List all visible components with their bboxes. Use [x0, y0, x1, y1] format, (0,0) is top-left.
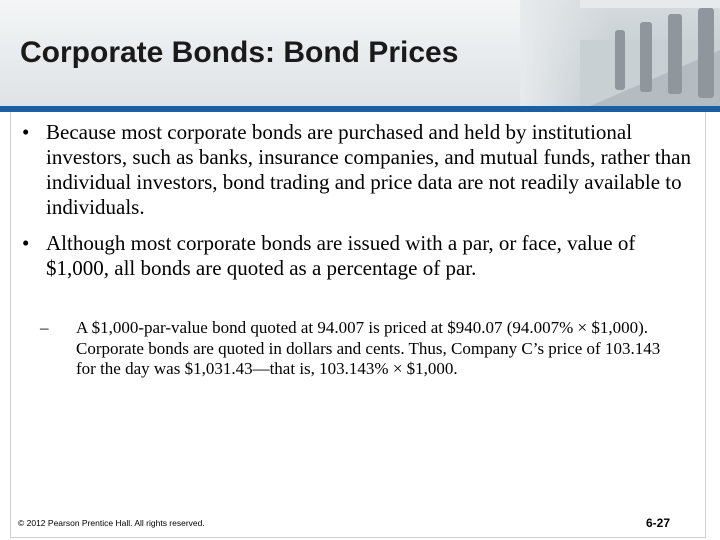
bullet-marker: • [22, 231, 30, 255]
bullet-marker: • [22, 120, 30, 144]
sub-bullet-item [40, 318, 680, 380]
sub-bullet-marker: – [40, 318, 49, 337]
sub-bullet-text: A $1,000-par-value bond quoted at 94.007 is priced at $940.07 (94.007% × $1,000). Corporate bonds are quoted in dollars and cents. Thus, Company C’s price of 103.143 for the day was $1,031.43—that is, 103.143% × $1,000. [76, 318, 661, 378]
bullet-list [22, 120, 702, 292]
slide-header [0, 0, 720, 106]
conference-room-photo [520, 0, 720, 106]
bullet-text: Because most corporate bonds are purchased and held by institutional investors, such as banks, insurance companies, and mutual funds, rather than individual investors, bond trading and price data are not readily available to individuals. [46, 120, 692, 219]
copyright-footer: © 2012 Pearson Prentice Hall. All rights reserved. [18, 518, 205, 528]
page-number: 6-27 [646, 516, 671, 530]
slide-title: Corporate Bonds: Bond Prices [20, 36, 459, 69]
bullet-text: Although most corporate bonds are issued with a par, or face, value of $1,000, all bonds are quoted as a percentage of par. [46, 231, 636, 280]
bullet-item [22, 120, 702, 220]
chairs-image [520, 0, 720, 106]
bullet-item [22, 231, 702, 281]
